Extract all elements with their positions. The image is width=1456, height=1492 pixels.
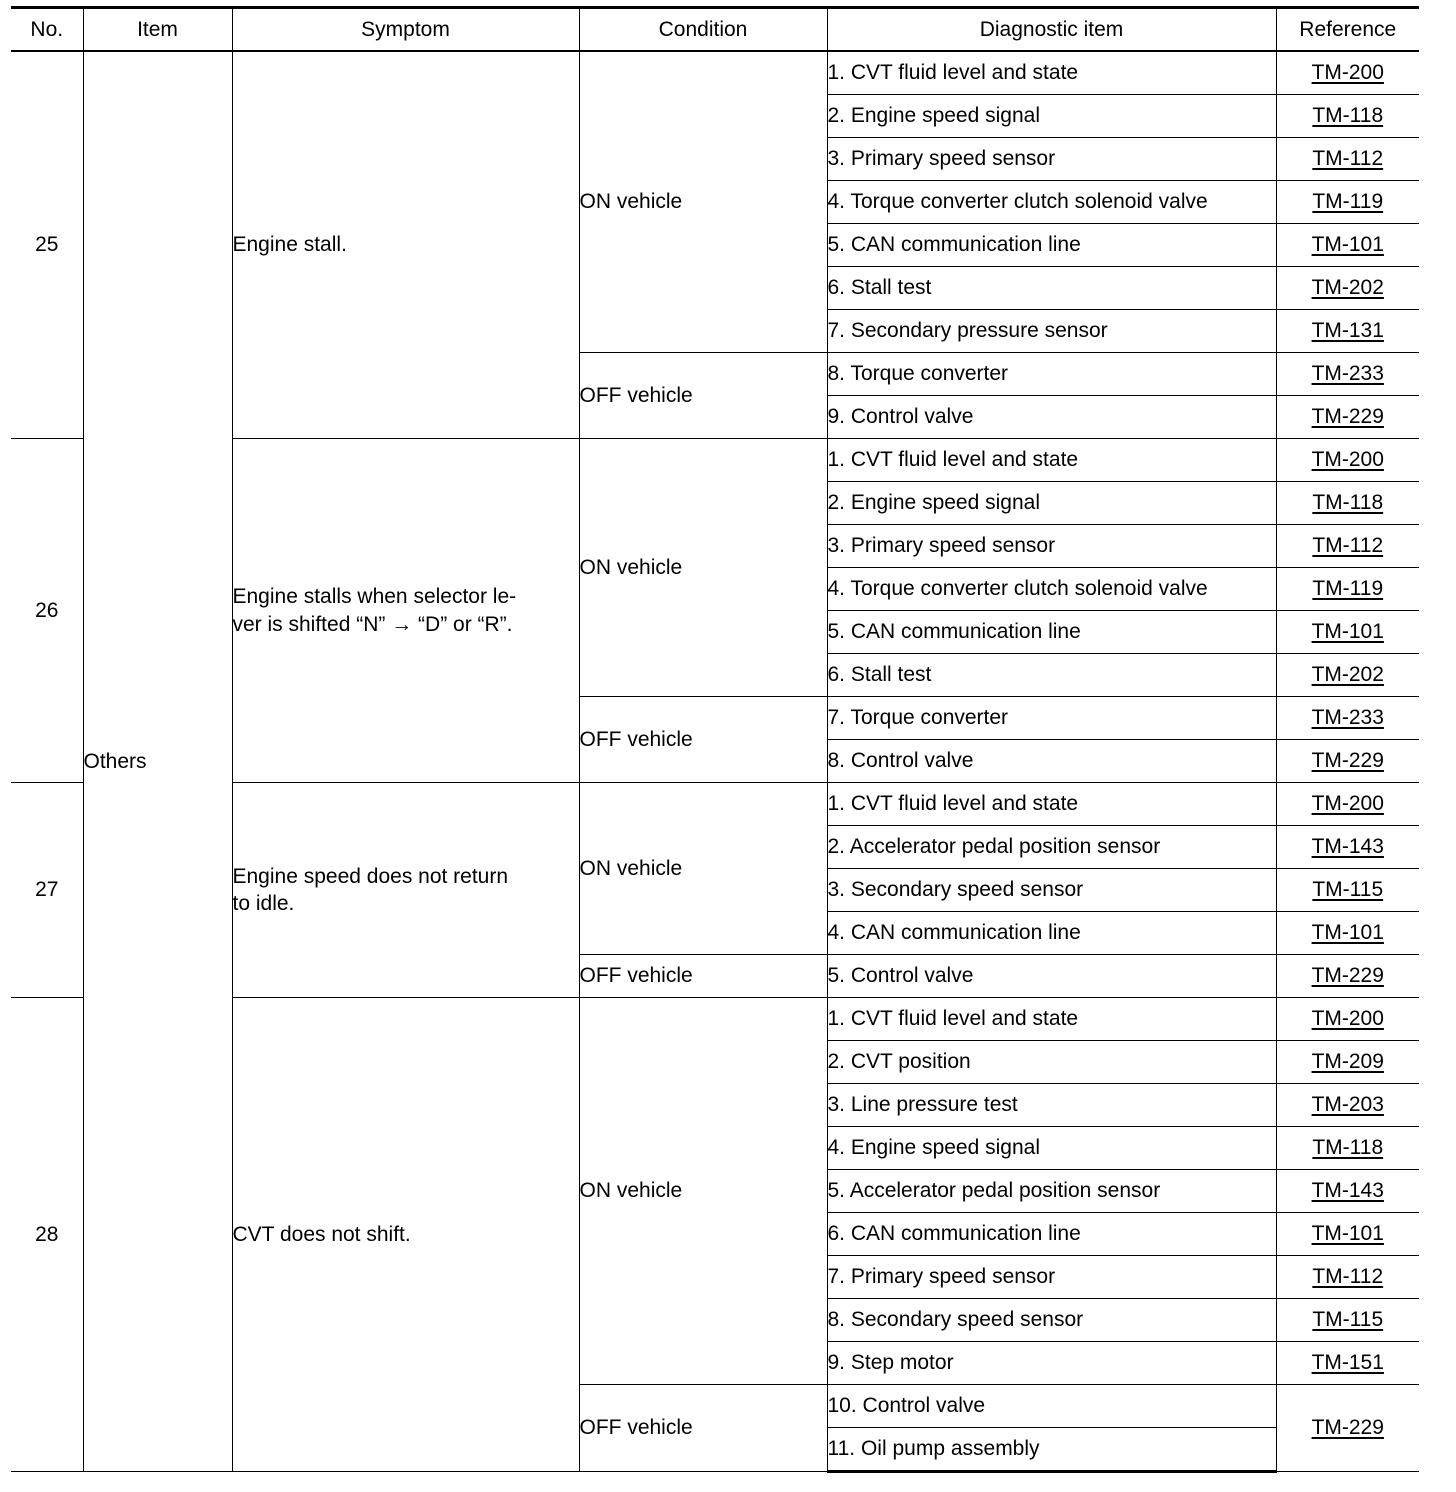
diagnostic-item: 5. Accelerator pedal position sensor bbox=[827, 1170, 1276, 1213]
reference-link[interactable]: TM-200 bbox=[1311, 1007, 1384, 1031]
diagnostic-item: 1. CVT fluid level and state bbox=[827, 998, 1276, 1041]
reference-cell bbox=[1276, 869, 1419, 912]
table-header-row bbox=[11, 8, 1419, 52]
reference-link[interactable]: TM-101 bbox=[1311, 233, 1384, 257]
reference-cell bbox=[1276, 95, 1419, 138]
reference-cell bbox=[1276, 482, 1419, 525]
reference-cell bbox=[1276, 1084, 1419, 1127]
diagnostic-item: 4. Torque converter clutch solenoid valve bbox=[827, 181, 1276, 224]
diagnostic-item: 3. Primary speed sensor bbox=[827, 138, 1276, 181]
reference-cell bbox=[1276, 568, 1419, 611]
reference-cell bbox=[1276, 955, 1419, 998]
diagnostic-item: 2. Accelerator pedal position sensor bbox=[827, 826, 1276, 869]
header-reference: Reference bbox=[1276, 8, 1419, 52]
reference-link[interactable]: TM-143 bbox=[1311, 835, 1384, 859]
reference-link[interactable]: TM-203 bbox=[1311, 1093, 1384, 1117]
diagnostic-item: 4. Engine speed signal bbox=[827, 1127, 1276, 1170]
reference-cell bbox=[1276, 138, 1419, 181]
condition-cell: ON vehicle bbox=[579, 998, 827, 1385]
reference-link[interactable]: TM-233 bbox=[1311, 362, 1384, 386]
reference-link[interactable]: TM-131 bbox=[1311, 319, 1384, 343]
reference-link[interactable]: TM-200 bbox=[1311, 61, 1384, 85]
reference-link[interactable]: TM-115 bbox=[1312, 1308, 1384, 1332]
reference-cell bbox=[1276, 1041, 1419, 1084]
diagnostic-item: 2. Engine speed signal bbox=[827, 95, 1276, 138]
condition-cell: OFF vehicle bbox=[579, 697, 827, 783]
diagnostic-item: 9. Control valve bbox=[827, 396, 1276, 439]
reference-link[interactable]: TM-229 bbox=[1311, 964, 1384, 988]
symptom-cell: Engine stall. bbox=[232, 51, 579, 439]
table-body bbox=[11, 51, 1419, 1472]
reference-cell bbox=[1276, 267, 1419, 310]
diagnostic-item: 2. Engine speed signal bbox=[827, 482, 1276, 525]
reference-cell bbox=[1276, 783, 1419, 826]
condition-cell: OFF vehicle bbox=[579, 955, 827, 998]
reference-link[interactable]: TM-101 bbox=[1311, 620, 1384, 644]
reference-link[interactable]: TM-101 bbox=[1311, 921, 1384, 945]
reference-cell bbox=[1276, 224, 1419, 267]
diagnostic-item: 1. CVT fluid level and state bbox=[827, 51, 1276, 95]
diagnostic-item: 7. Secondary pressure sensor bbox=[827, 310, 1276, 353]
diagnostic-item: 11. Oil pump assembly bbox=[827, 1428, 1276, 1472]
reference-link[interactable]: TM-200 bbox=[1311, 792, 1384, 816]
reference-link[interactable]: TM-202 bbox=[1311, 276, 1384, 300]
row-number: 27 bbox=[11, 783, 83, 998]
diagnostic-item: 7. Primary speed sensor bbox=[827, 1256, 1276, 1299]
reference-link[interactable]: TM-119 bbox=[1312, 190, 1384, 214]
reference-cell bbox=[1276, 654, 1419, 697]
diagnosis-table bbox=[11, 6, 1419, 1473]
diagnostic-item: 3. Secondary speed sensor bbox=[827, 869, 1276, 912]
reference-link[interactable]: TM-209 bbox=[1311, 1050, 1384, 1074]
diagnostic-item: 1. CVT fluid level and state bbox=[827, 439, 1276, 482]
condition-cell: OFF vehicle bbox=[579, 353, 827, 439]
symptom-cell: Engine speed does not return to idle. bbox=[232, 783, 579, 998]
diagnostic-item: 4. Torque converter clutch solenoid valve bbox=[827, 568, 1276, 611]
header-condition: Condition bbox=[579, 8, 827, 52]
reference-link[interactable]: TM-112 bbox=[1312, 1265, 1384, 1289]
diagnostic-item: 5. Control valve bbox=[827, 955, 1276, 998]
reference-cell bbox=[1276, 912, 1419, 955]
diagnostic-item: 9. Step motor bbox=[827, 1342, 1276, 1385]
reference-cell bbox=[1276, 525, 1419, 568]
header-no: No. bbox=[11, 8, 83, 52]
reference-cell bbox=[1276, 181, 1419, 224]
header-symptom: Symptom bbox=[232, 8, 579, 52]
diagnostic-item: 3. Primary speed sensor bbox=[827, 525, 1276, 568]
reference-link[interactable]: TM-118 bbox=[1312, 104, 1384, 128]
symptom-cell: CVT does not shift. bbox=[232, 998, 579, 1472]
reference-cell bbox=[1276, 1256, 1419, 1299]
reference-link[interactable]: TM-118 bbox=[1312, 1136, 1384, 1160]
condition-cell: ON vehicle bbox=[579, 783, 827, 955]
condition-cell: ON vehicle bbox=[579, 439, 827, 697]
reference-cell bbox=[1276, 697, 1419, 740]
row-number: 28 bbox=[11, 998, 83, 1472]
reference-link[interactable]: TM-233 bbox=[1311, 706, 1384, 730]
reference-link[interactable]: TM-229 bbox=[1311, 405, 1384, 429]
reference-link[interactable]: TM-143 bbox=[1311, 1179, 1384, 1203]
reference-link[interactable]: TM-119 bbox=[1312, 577, 1384, 601]
reference-cell bbox=[1276, 396, 1419, 439]
reference-cell bbox=[1276, 1299, 1419, 1342]
diagnostic-item: 8. Control valve bbox=[827, 740, 1276, 783]
reference-link[interactable]: TM-200 bbox=[1311, 448, 1384, 472]
item-category: Others bbox=[83, 51, 232, 1472]
symptom-cell: Engine stalls when selector le- ver is shifted “N” → “D” or “R”. bbox=[232, 439, 579, 783]
reference-link[interactable]: TM-229 bbox=[1311, 1416, 1384, 1440]
row-number: 25 bbox=[11, 51, 83, 439]
reference-cell bbox=[1276, 310, 1419, 353]
reference-cell bbox=[1276, 998, 1419, 1041]
reference-cell bbox=[1276, 1385, 1419, 1472]
reference-cell bbox=[1276, 611, 1419, 654]
condition-cell: OFF vehicle bbox=[579, 1385, 827, 1472]
diagnostic-item: 5. CAN communication line bbox=[827, 611, 1276, 654]
reference-link[interactable]: TM-202 bbox=[1311, 663, 1384, 687]
diagnostic-item: 1. CVT fluid level and state bbox=[827, 783, 1276, 826]
table-row bbox=[11, 51, 1419, 95]
reference-link[interactable]: TM-229 bbox=[1311, 749, 1384, 773]
reference-cell bbox=[1276, 1127, 1419, 1170]
reference-link[interactable]: TM-112 bbox=[1312, 147, 1384, 171]
reference-cell bbox=[1276, 51, 1419, 95]
row-number: 26 bbox=[11, 439, 83, 783]
header-item: Item bbox=[83, 8, 232, 52]
reference-link[interactable]: TM-112 bbox=[1312, 534, 1384, 558]
diagnostic-item: 8. Torque converter bbox=[827, 353, 1276, 396]
reference-link[interactable]: TM-118 bbox=[1312, 491, 1384, 515]
diagnostic-item: 8. Secondary speed sensor bbox=[827, 1299, 1276, 1342]
reference-cell bbox=[1276, 826, 1419, 869]
reference-cell bbox=[1276, 1170, 1419, 1213]
reference-cell bbox=[1276, 740, 1419, 783]
diagnostic-item: 7. Torque converter bbox=[827, 697, 1276, 740]
diagnostic-item: 6. Stall test bbox=[827, 654, 1276, 697]
reference-cell bbox=[1276, 439, 1419, 482]
reference-link[interactable]: TM-101 bbox=[1311, 1222, 1384, 1246]
reference-cell bbox=[1276, 1342, 1419, 1385]
diagnostic-item: 3. Line pressure test bbox=[827, 1084, 1276, 1127]
reference-link[interactable]: TM-115 bbox=[1312, 878, 1384, 902]
reference-link[interactable]: TM-151 bbox=[1311, 1351, 1384, 1375]
diagnostic-item: 5. CAN communication line bbox=[827, 224, 1276, 267]
diagnostic-item: 4. CAN communication line bbox=[827, 912, 1276, 955]
reference-cell bbox=[1276, 353, 1419, 396]
diagnostic-item: 2. CVT position bbox=[827, 1041, 1276, 1084]
header-diagnostic-item: Diagnostic item bbox=[827, 8, 1276, 52]
condition-cell: ON vehicle bbox=[579, 51, 827, 353]
reference-cell bbox=[1276, 1213, 1419, 1256]
diagnostic-item: 10. Control valve bbox=[827, 1385, 1276, 1428]
diagnostic-item: 6. CAN communication line bbox=[827, 1213, 1276, 1256]
diagnostic-item: 6. Stall test bbox=[827, 267, 1276, 310]
